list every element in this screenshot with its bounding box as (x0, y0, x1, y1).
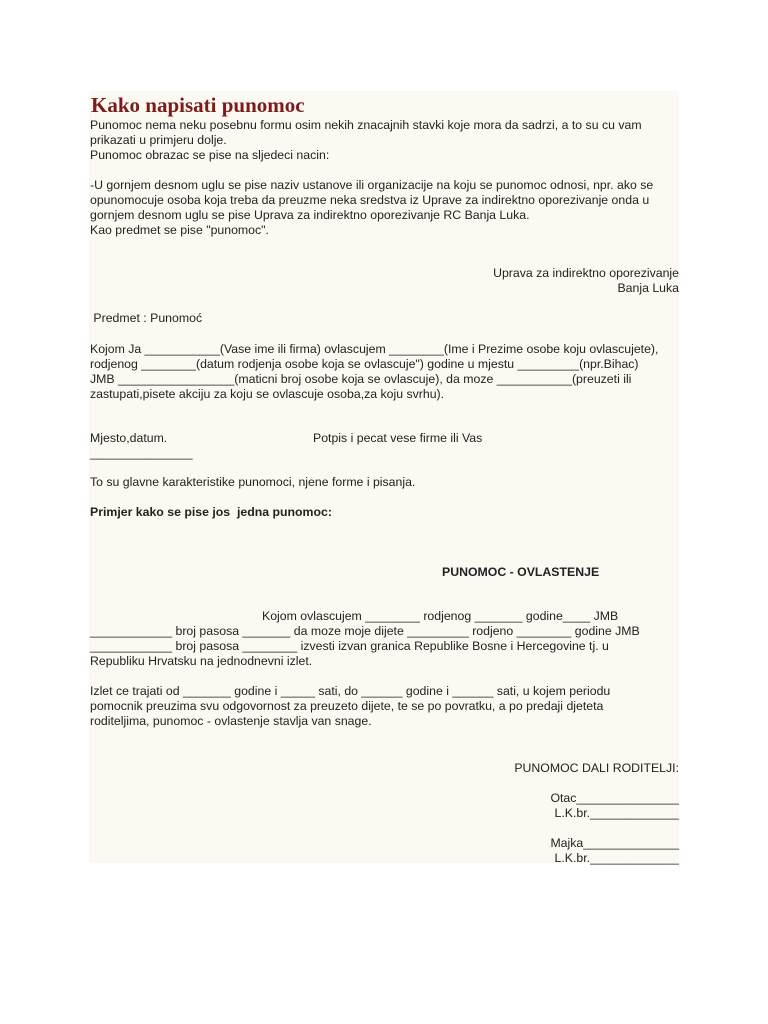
instruction-line-4: Kao predmet se pise "punomoc". (90, 223, 269, 237)
instruction-line-2: opunomocuje osoba koja treba da preuzme neka sredstva iz Uprave za indirektno oporezivanje onda u (90, 193, 650, 207)
signature-label: Potpis i pecat vese firme ili Vas (313, 431, 483, 445)
example2-body-line-2: ____________ broj pasosa _______ da moze moje dijete _________ rodjeno ________ godine JMB (90, 624, 640, 638)
intro-line-3: Punomoc obrazac se pise na sljedeci nacin: (90, 148, 330, 162)
example2-doc-title: PUNOMOC - OVLASTENJE (442, 565, 600, 579)
father-id-line: L.K.br._____________ (554, 806, 679, 820)
example1-body-line-1: Kojom Ja ___________(Vase ime ili firma) ovlascujem ________(Ime i Prezime osobe koju ovlascujete), (90, 342, 659, 356)
example2-heading: Primjer kako se pise jos jedna punomoc: (90, 505, 332, 519)
trip-line-3: roditeljima, punomoc - ovlastenje stavlja van snage. (90, 714, 372, 728)
trip-line-2: pomocnik preuzima svu odgovornost za preuzeto dijete, te se po povratku, a po predaji djeteta (90, 699, 604, 713)
intro-line-1: Punomoc nema neku posebnu formu osim nekih znacajnih stavki koje mora da sadrzi, a to su cu vam (90, 118, 642, 132)
addressee-line-1: Uprava za indirektno oporezivanje (493, 266, 679, 280)
example2-body-line-3 (90, 639, 609, 654)
summary-text: To su glavne karakteristike punomoci, njene forme i pisanja. (90, 475, 416, 489)
instruction-line-3: gornjem desnom uglu se pise Uprava za indirektno oporezivanje RC Banja Luka. (90, 208, 530, 222)
trip-line-1: Izlet ce trajati od _______ godine i _____ sati, do ______ godine i ______ sati, u kojem periodu (90, 684, 611, 698)
place-date-line: _______________ (90, 446, 193, 460)
place-date-label: Mjesto,datum. (90, 431, 168, 445)
example1-body-line-3: JMB _________________(maticni broj osobe koja se ovlascuje), da moze ___________(preuzeti ili (90, 372, 632, 386)
instruction-line-1: -U gornjem desnom uglu se pise naziv ustanove ili organizacije na koju se punomoc odnosi, npr. ako se (90, 178, 654, 192)
subject-line: Predmet : Punomoć (90, 311, 203, 325)
given-by-label: PUNOMOC DALI RODITELJI: (514, 761, 679, 775)
example1-body-line-4: zastupati,pisete akciju za koju se ovlascuje osoba,za koju svrhu). (90, 387, 445, 401)
example2-body-line-3-blank: ____________ (90, 639, 173, 653)
document-page (89, 91, 679, 863)
mother-line: Majka______________ (550, 836, 679, 850)
page-title: Kako napisati punomoc (91, 93, 305, 117)
example2-body-line-1: Kojom ovlascujem ________ rodjenog _______ godine____ JMB (262, 609, 619, 623)
example1-body-line-2: rodjenog ________(datum rodjenja osobe koja se ovlascuje") godine u mjestu _________(npr.Bihac) (90, 357, 639, 371)
father-line: Otac_______________ (550, 791, 679, 805)
intro-line-2: prikazati u primjeru dolje. (90, 133, 227, 147)
example2-body-line-4: Republiku Hrvatsku na jednodnevni izlet. (90, 654, 313, 668)
addressee-line-2: Banja Luka (617, 281, 679, 295)
mother-id-line: L.K.br._____________ (554, 851, 679, 865)
example2-body-line-3-text: broj pasosa ________ izvesti izvan granica Republike Bosne i Hercegovine tj. u (172, 639, 609, 653)
